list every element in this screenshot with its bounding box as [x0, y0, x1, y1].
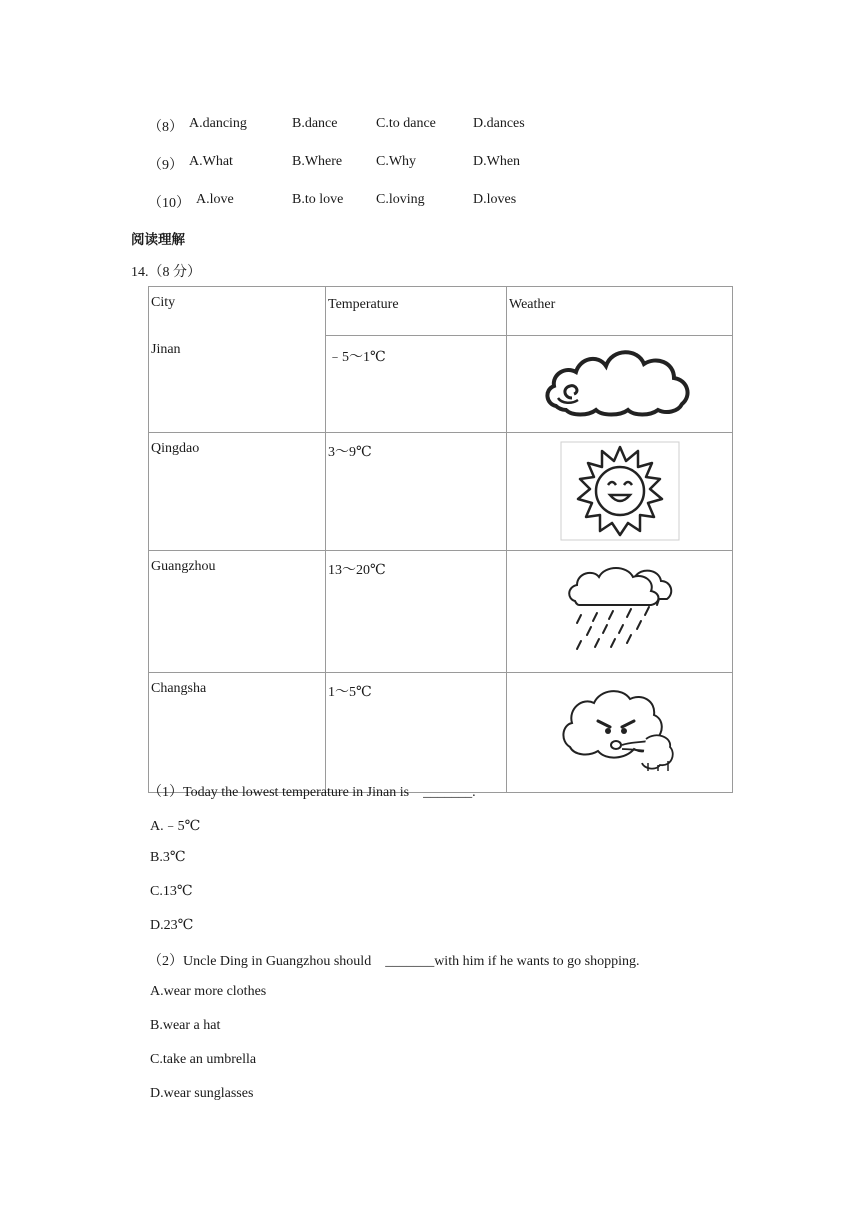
option-a: A.dancing [189, 116, 247, 131]
city-cell [149, 551, 326, 673]
city-cell [149, 433, 326, 551]
temperature-cell [326, 336, 507, 433]
option-a: A.What [189, 154, 233, 169]
city-cell [149, 673, 326, 793]
header-city [149, 287, 326, 336]
temperature-value: ﹣5～1℃ [328, 350, 386, 365]
option-a: A.love [196, 192, 234, 207]
weather-cell [507, 551, 733, 673]
question-1-stem: （1）Today the lowest temperature in Jinan is _______. [148, 785, 476, 800]
option-number: （8） [148, 120, 183, 135]
table-row [149, 673, 733, 793]
weather-cell [507, 433, 733, 551]
header-city-label: City [151, 295, 176, 310]
option-d: D.dances [473, 116, 525, 131]
temperature-cell [326, 551, 507, 673]
header-weather-label: Weather [509, 297, 556, 312]
option-b: B.Where [292, 154, 343, 169]
table-row [149, 433, 733, 551]
city-name: Jinan [151, 341, 181, 357]
weather-table [148, 286, 733, 793]
table-row [149, 336, 733, 433]
table-row [149, 287, 733, 336]
rainy-icon [565, 563, 675, 653]
temperature-value: 3～9℃ [328, 445, 372, 460]
header-weather [507, 287, 733, 336]
option-d: D.When [473, 154, 521, 169]
option-number: （10） [148, 196, 190, 211]
question-1-option: D.23℃ [150, 918, 194, 933]
table-row [149, 551, 733, 673]
question-1-option: A.﹣5℃ [150, 819, 201, 834]
question-2-stem: （2）Uncle Ding in Guangzhou should _______with him if he wants to go shopping. [148, 954, 640, 969]
option-d: D.loves [473, 192, 517, 207]
question-1-option: C.13℃ [150, 884, 193, 899]
weather-cell [507, 673, 733, 793]
question-2-option: D.wear sunglasses [150, 1086, 254, 1101]
header-temperature-label: Temperature [328, 297, 399, 312]
option-c: C.Why [376, 154, 417, 169]
city-name: Guangzhou [151, 559, 216, 574]
option-b: B.dance [292, 116, 338, 131]
cloudy-icon [542, 342, 698, 424]
city-name: Qingdao [151, 441, 200, 456]
option-c: C.to dance [376, 116, 436, 131]
option-number: （9） [148, 158, 183, 173]
question-1-option: B.3℃ [150, 850, 186, 865]
header-temperature [326, 287, 507, 336]
option-b: B.to love [292, 192, 344, 207]
question-2-option: B.wear a hat [150, 1018, 221, 1033]
temperature-cell [326, 673, 507, 793]
temperature-value: 1～5℃ [328, 685, 372, 700]
option-c: C.loving [376, 192, 425, 207]
city-name: Changsha [151, 681, 207, 696]
question-2-option: A.wear more clothes [150, 984, 267, 999]
city-cell [149, 336, 326, 433]
section-heading: 阅读理解 [131, 232, 185, 248]
question-2-option: C.take an umbrella [150, 1052, 257, 1067]
question-number: 14.（8 分） [131, 265, 201, 280]
temperature-cell [326, 433, 507, 551]
temperature-value: 13～20℃ [328, 563, 386, 578]
weather-cell [507, 336, 733, 433]
windy-icon [560, 683, 680, 773]
sunny-icon [560, 441, 680, 541]
